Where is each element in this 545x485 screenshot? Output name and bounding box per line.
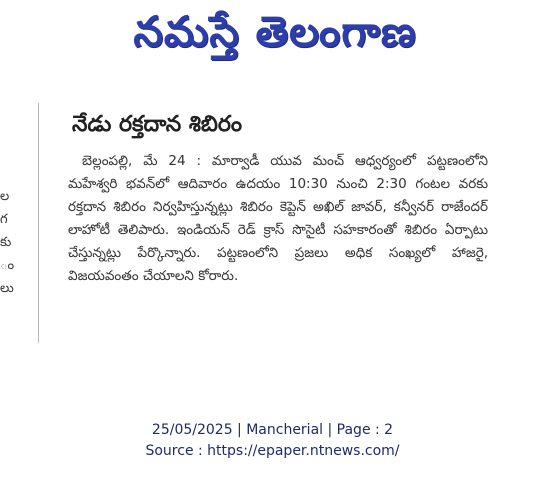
footer-source[interactable]: Source : https://epaper.ntnews.com/ (145, 443, 400, 459)
footer-date-edition: 25/05/2025 | Mancherial | Page : 2 (151, 422, 394, 438)
news-article (68, 110, 488, 288)
fragment-text: లు (0, 281, 14, 296)
newspaper-masthead (60, 6, 490, 68)
article-body (68, 150, 488, 288)
column-divider (38, 103, 39, 343)
fragment-text: కు (0, 235, 12, 250)
article-paragraph: బెల్లంపల్లి, మే 24 : మార్వాడీ యువ మంచ్ ఆధ్వర్యంలో పట్టణంలోని మహేశ్వరి భవన్‌లో ఆదివారం ఉదయం 10:30 నుంచి 2:30 గంటల వరకు రక్తదాన శిబిరం నిర్వహిస్తున్నట్లు శిబిరం కెప్టెన్ అఖిల్ జావర్, కన్వీనర్ రాజేందర్ లాహోటీ తెలిపారు. ఇండియన్ రెడ్ క్రాస్ సొసైటీ సహకారంతో శిబిరం ఏర్పాటు చేస్తున్నట్లు పేర్కొన్నారు. పట్టణంలోని ప్రజలు అధిక సంఖ్యలో హాజరై, విజయవంతం చేయాలని కోరారు. (68, 153, 488, 284)
clipping-footer (0, 420, 545, 462)
adjacent-column-fragments (0, 185, 14, 300)
fragment-text: ల (0, 189, 10, 204)
article-headline: నేడు రక్తదాన శిబిరం (72, 112, 243, 137)
masthead-logo: నమస్తే తెలంగాణ (133, 7, 417, 56)
fragment-text: గ (0, 212, 8, 227)
fragment-text: ం (0, 258, 14, 273)
